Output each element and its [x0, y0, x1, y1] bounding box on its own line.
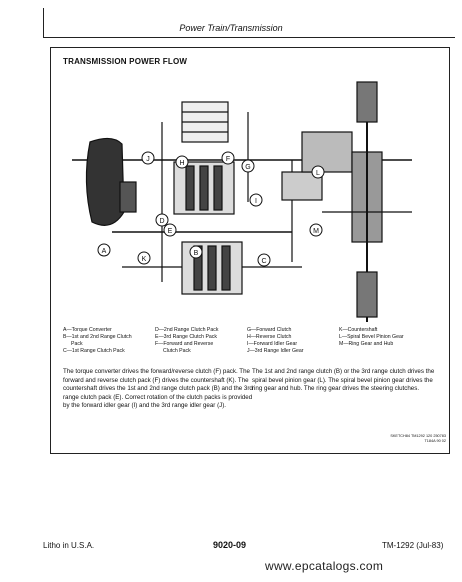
- footer-manual-id: TM-1292 (Jul-83): [382, 541, 444, 550]
- callout-d: [156, 214, 168, 226]
- svg-text:C: C: [261, 258, 267, 265]
- description-right: The 1st and 2nd range clutch (B) or the 3rd range clutch drives the spiral bevel pinion gear (L). The spiral bevel pinion gear drives the ring gear and hub. The ring gear drives the steering clutches.: [252, 368, 435, 393]
- callout-a: [98, 244, 110, 256]
- callout-l: [312, 166, 324, 178]
- torque-converter-shape: [86, 138, 124, 225]
- svg-text:F: F: [225, 156, 231, 163]
- legend-column-2: D—2nd Range Clutch Pack E—3rd Range Clutch Pack F—Forward and Reverse Clutch Pack: [155, 327, 219, 354]
- page-header-title: Power Train/Transmission: [179, 23, 283, 33]
- svg-text:H: H: [179, 160, 185, 167]
- callout-m: [310, 224, 322, 236]
- transmission-diagram: [52, 72, 448, 324]
- callout-h: [176, 156, 188, 168]
- callout-g: [242, 160, 254, 172]
- legend-column-1: A—Torque Converter B—1st and 2nd Range Clutch Pack C—1st Range Clutch Pack: [63, 327, 132, 354]
- callout-i: [250, 194, 262, 206]
- svg-text:A: A: [101, 248, 107, 255]
- callout-f: [222, 152, 234, 164]
- callout-e: [164, 224, 176, 236]
- output-housing: [302, 132, 352, 172]
- svg-text:K: K: [141, 256, 147, 263]
- footer-page-number: 9020-09: [213, 540, 247, 550]
- legend-column-3: G—Forward Clutch H—Reverse Clutch I—Forward Idler Gear J—3rd Range Idler Gear: [247, 327, 304, 354]
- callout-b: [190, 246, 202, 258]
- legend-column-4: K—Countershaft L—Spiral Bevel Pinion Gear M—Ring Gear and Hub: [339, 327, 404, 347]
- svg-text:M: M: [313, 228, 319, 235]
- svg-text:B: B: [193, 250, 199, 257]
- watermark: www.epcatalogs.com: [265, 559, 384, 573]
- description-left: The torque converter drives the forward/reverse clutch (F) pack. The forward and reverse clutch pack (F) drives the countershaft (K). The countershaft drives the 1st and 2nd range clutch pack (B) and the 3rd range clutch pack (E). Correct rotation of the clutch packs is provided by the forward idler gear (I) and the 3rd range idler gear (J).: [63, 368, 253, 410]
- svg-text:E: E: [167, 228, 173, 235]
- callout-j: [142, 152, 154, 164]
- callout-k: [138, 252, 150, 264]
- svg-text:J: J: [146, 156, 150, 163]
- footer-litho: Litho in U.S.A.: [43, 541, 95, 550]
- svg-text:G: G: [245, 164, 251, 171]
- svg-text:I: I: [255, 198, 257, 205]
- svg-text:D: D: [159, 218, 165, 225]
- callout-c: [258, 254, 270, 266]
- header-rule: [43, 37, 455, 38]
- svg-text:L: L: [316, 170, 320, 177]
- torque-converter-hub: [120, 182, 136, 212]
- catalog-reference: SKETCH84 TM1292 120 250783 T184A 90 02: [390, 434, 446, 443]
- figure-title: TRANSMISSION POWER FLOW: [63, 57, 188, 66]
